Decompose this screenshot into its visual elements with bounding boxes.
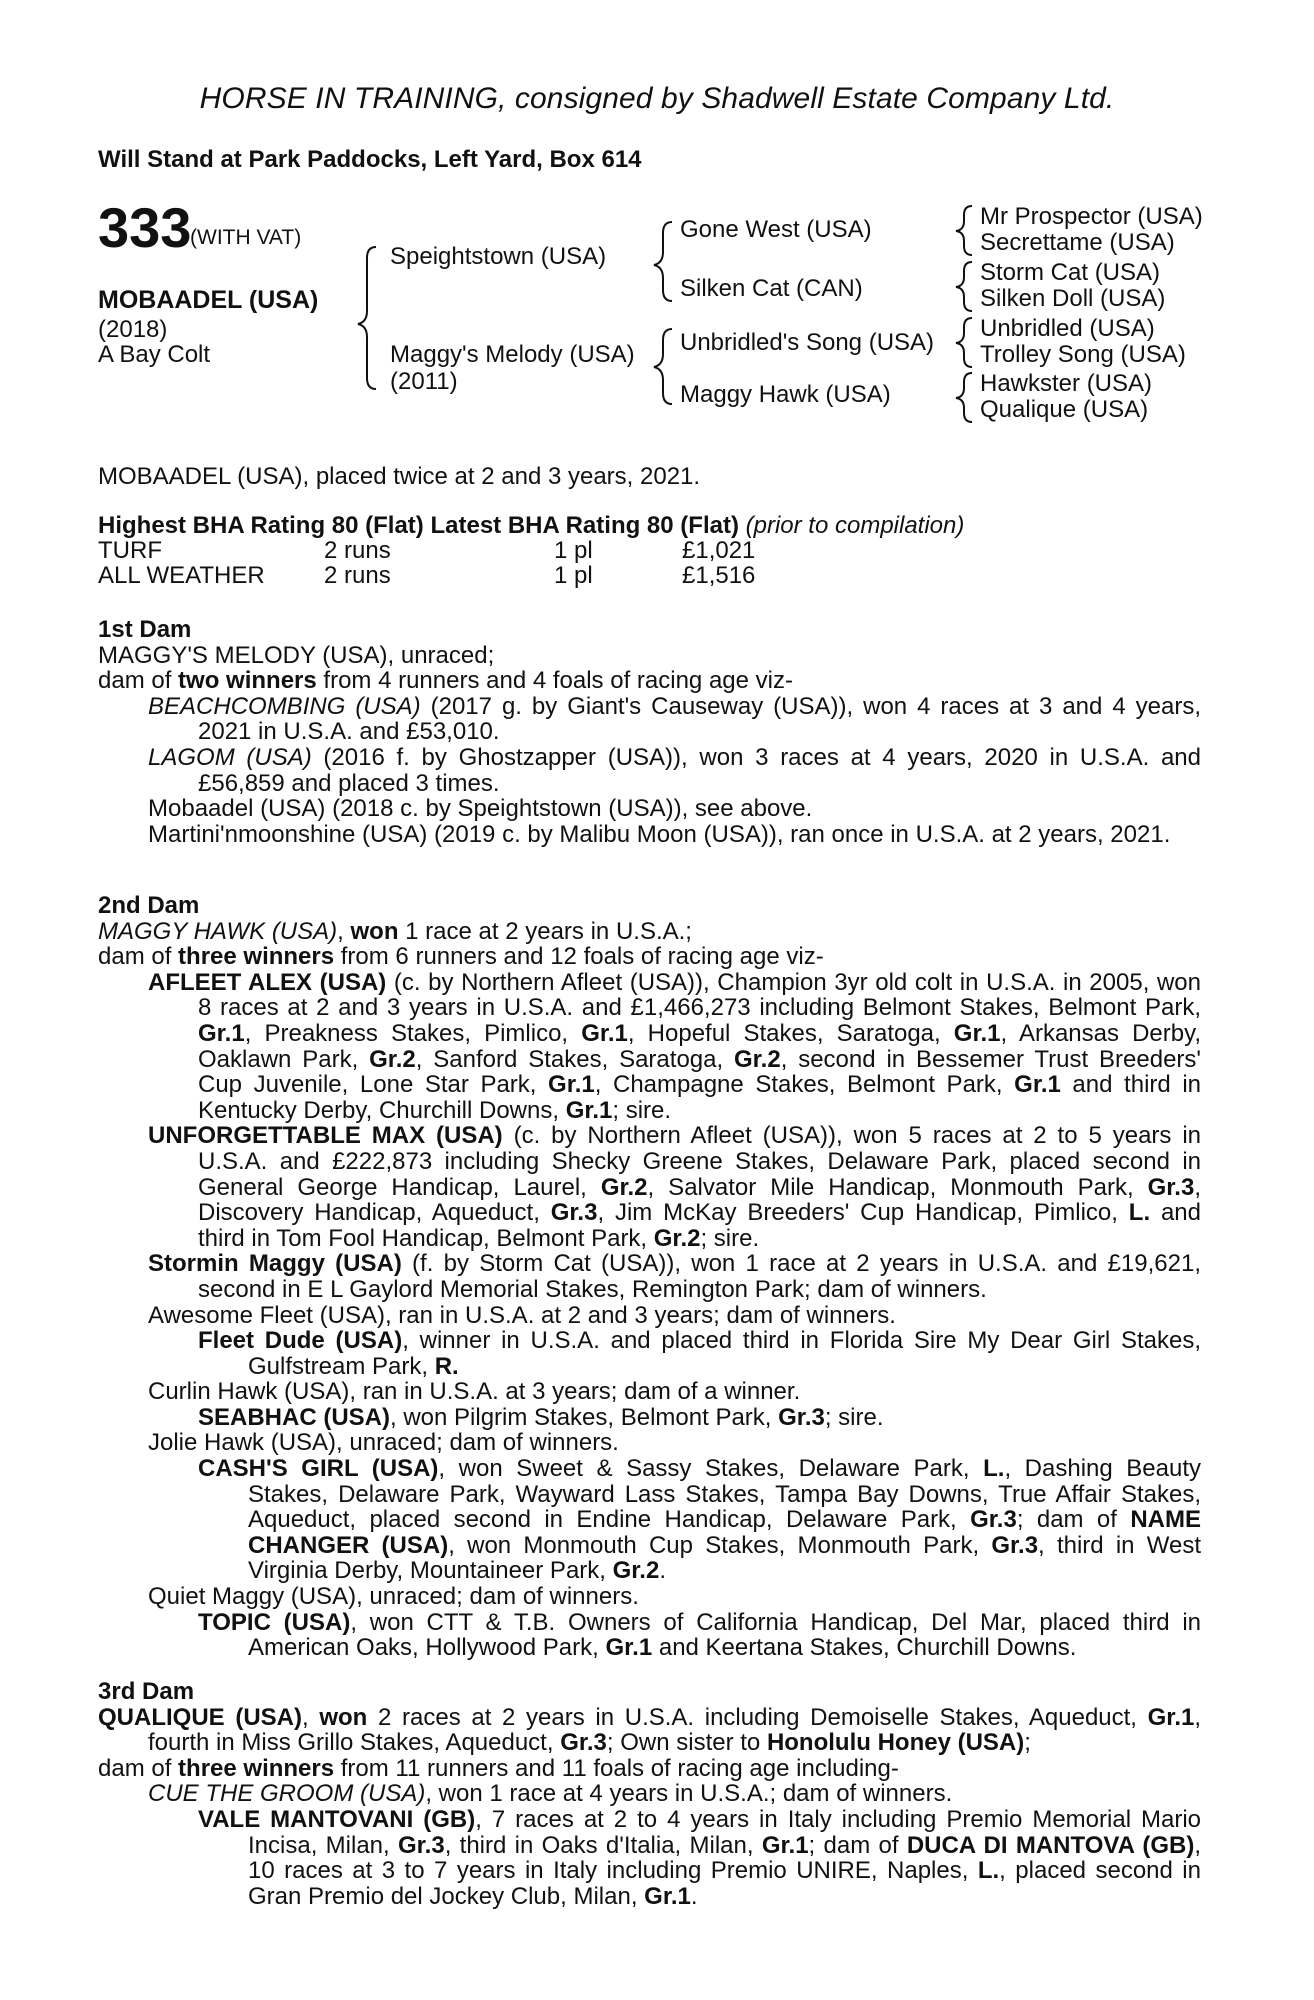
grand-progeny-entry: CASH'S GIRL (USA), won Sweet & Sassy Stakes, Delaware Park, L., Dashing Beauty Stakes, Delaware Park, Wayward Lass Stakes, Tampa Bay Downs, True Affair Stakes, Aqueduct, placed second in Endine Handicap, Delaware Park, Gr.3; dam of NAME CHANGER (USA), won Monmouth Cup Stakes, Monmouth Park, Gr.3, third in West Virginia Derby, Mountaineer Park, Gr.2. bbox=[198, 1455, 1202, 1585]
progeny-entry: Martini'nmoonshine (USA) (2019 c. by Malibu Moon (USA)), ran once in U.S.A. at 2 years, 2021. bbox=[148, 820, 1171, 848]
progeny-entry: UNFORGETTABLE MAX (USA) (c. by Northern Afleet (USA)), won 5 races at 2 to 5 years in U.S.A. and £222,873 including Shecky Greene Stakes, Delaware Park, placed second in General George Handicap, Laurel, Gr.2, Salvator Mile Handicap, Monmouth Park, Gr.3, Discovery Handicap, Aqueduct, Gr.3, Jim McKay Breeders' Cup Handicap, Pimlico, L. and third in Tom Fool Handicap, Belmont Park, Gr.2; sire. bbox=[148, 1122, 1201, 1252]
horse-name: MOBAADEL (USA) bbox=[98, 286, 319, 314]
gen3-4: Silken Doll (USA) bbox=[980, 285, 1166, 312]
stats-placed: 1 pl bbox=[554, 537, 593, 564]
rating-note: (prior to compilation) bbox=[745, 512, 965, 539]
progeny-entry: Mobaadel (USA) (2018 c. by Speightstown (USA)), see above. bbox=[148, 795, 813, 823]
gen3-3: Storm Cat (USA) bbox=[980, 259, 1161, 286]
progeny-entry: LAGOM (USA) (2016 f. by Ghostzapper (USA)), won 3 races at 4 years, 2020 in U.S.A. and £56,859 and placed 3 times. bbox=[148, 743, 1201, 797]
stats-money: £1,516 bbox=[682, 562, 756, 589]
dam-line: MAGGY HAWK (USA), won 1 race at 2 years in U.S.A.; bbox=[98, 917, 692, 945]
latest-rating: Latest BHA Rating 80 (Flat) bbox=[430, 512, 739, 539]
second-dam-section bbox=[98, 893, 1201, 1661]
dam-dam: Maggy Hawk (USA) bbox=[680, 381, 891, 408]
produce-line: dam of three winners from 11 runners and 11 foals of racing age including- bbox=[98, 1754, 899, 1782]
stand-location: Will Stand at Park Paddocks, Left Yard, Box 614 bbox=[98, 146, 642, 173]
section-heading: 1st Dam bbox=[98, 616, 192, 643]
lot-number: 333 bbox=[98, 196, 192, 259]
gen3-8: Qualique (USA) bbox=[980, 396, 1149, 423]
horse-year: (2018) bbox=[98, 316, 168, 343]
grand-progeny-entry: Fleet Dude (USA), winner in U.S.A. and placed third in Florida Sire My Dear Girl Stakes, Gulfstream Park, R. bbox=[198, 1327, 1201, 1380]
dam: Maggy's Melody (USA) bbox=[390, 341, 635, 368]
highest-rating: Highest BHA Rating 80 (Flat) bbox=[98, 512, 424, 539]
section-heading: 2nd Dam bbox=[98, 892, 200, 919]
stats-placed: 1 pl bbox=[554, 562, 593, 589]
dam-line: MAGGY'S MELODY (USA), unraced; bbox=[98, 641, 495, 669]
sire-sire: Gone West (USA) bbox=[680, 216, 872, 243]
progeny-entry: CUE THE GROOM (USA), won 1 race at 4 years in U.S.A.; dam of winners. bbox=[148, 1780, 953, 1808]
grand-progeny-entry: SEABHAC (USA), won Pilgrim Stakes, Belmont Park, Gr.3; sire. bbox=[198, 1403, 884, 1431]
gen3-6: Trolley Song (USA) bbox=[980, 341, 1186, 368]
gen3-7: Hawkster (USA) bbox=[980, 370, 1153, 397]
progeny-entry: BEACHCOMBING (USA) (2017 g. by Giant's Causeway (USA)), won 4 races at 3 and 4 years, 2021 in U.S.A. and £53,010. bbox=[148, 692, 1202, 746]
first-dam-section bbox=[98, 617, 1201, 847]
rating-line bbox=[98, 513, 964, 539]
stats-surface: ALL WEATHER bbox=[98, 562, 265, 589]
dam-sire: Unbridled's Song (USA) bbox=[680, 329, 935, 356]
progeny-entry: AFLEET ALEX (USA) (c. by Northern Afleet (USA)), Champion 3yr old colt in U.S.A. in 2005, won 8 races at 2 and 3 years in U.S.A. and £1,466,273 including Belmont Stakes, Belmont Park, Gr.1, Preakness Stakes, Pimlico, Gr.1, Hopeful Stakes, Saratoga, Gr.1, Arkansas Derby, Oaklawn Park, Gr.2, Sanford Stakes, Saratoga, Gr.2, second in Bessemer Trust Breeders' Cup Juvenile, Lone Star Park, Gr.1, Champagne Stakes, Belmont Park, Gr.1 and third in Kentucky Derby, Churchill Downs, Gr.1; sire. bbox=[148, 968, 1201, 1124]
race-summary: MOBAADEL (USA), placed twice at 2 and 3 years, 2021. bbox=[98, 463, 701, 490]
stats-runs: 2 runs bbox=[324, 562, 391, 589]
sire-dam: Silken Cat (CAN) bbox=[680, 275, 863, 302]
progeny-entry: Awesome Fleet (USA), ran in U.S.A. at 2 and 3 years; dam of winners. bbox=[148, 1301, 896, 1329]
vat-note: (WITH VAT) bbox=[190, 226, 302, 249]
progeny-entry: Curlin Hawk (USA), ran in U.S.A. at 3 years; dam of a winner. bbox=[148, 1378, 801, 1406]
grand-progeny-entry: VALE MANTOVANI (GB), 7 races at 2 to 4 years in Italy including Premio Memorial Mario Incisa, Milan, Gr.3, third in Oaks d'Italia, Milan, Gr.1; dam of DUCA DI MANTOVA (GB), 10 races at 3 to 7 years in Italy including Premio UNIRE, Naples, L., placed second in Gran Premio del Jockey Club, Milan, Gr.1. bbox=[198, 1805, 1202, 1910]
stats-surface: TURF bbox=[98, 537, 162, 564]
stats-runs: 2 runs bbox=[324, 537, 391, 564]
horse-description: A Bay Colt bbox=[98, 341, 211, 368]
gen3-1: Mr Prospector (USA) bbox=[980, 203, 1203, 230]
produce-line: dam of two winners from 4 runners and 4 foals of racing age viz- bbox=[98, 667, 793, 695]
stats-money: £1,021 bbox=[682, 537, 756, 564]
dam-year: (2011) bbox=[390, 368, 458, 395]
gen3-2: Secrettame (USA) bbox=[980, 229, 1175, 256]
grand-progeny-entry: TOPIC (USA), won CTT & T.B. Owners of California Handicap, Del Mar, placed third in American Oaks, Hollywood Park, Gr.1 and Keertana Stakes, Churchill Downs. bbox=[198, 1608, 1201, 1662]
page-header: HORSE IN TRAINING, consigned by Shadwell Estate Company Ltd. bbox=[199, 82, 1115, 115]
third-dam-section bbox=[98, 1679, 1201, 1909]
progeny-entry: Stormin Maggy (USA) (f. by Storm Cat (USA)), won 1 race at 2 years in U.S.A. and £19,621, second in E L Gaylord Memorial Stakes, Remington Park; dam of winners. bbox=[148, 1250, 1201, 1303]
sire: Speightstown (USA) bbox=[390, 243, 607, 270]
progeny-entry: Quiet Maggy (USA), unraced; dam of winners. bbox=[148, 1583, 639, 1611]
section-heading: 3rd Dam bbox=[98, 1678, 195, 1705]
produce-line: dam of three winners from 6 runners and 12 foals of racing age viz- bbox=[98, 943, 824, 971]
dam-line: QUALIQUE (USA), won 2 races at 2 years in U.S.A. including Demoiselle Stakes, Aqueduct, Gr.1, fourth in Miss Grillo Stakes, Aqueduct, Gr.3; Own sister to Honolulu Honey (USA); bbox=[98, 1703, 1202, 1757]
gen3-5: Unbridled (USA) bbox=[980, 315, 1155, 342]
progeny-entry: Jolie Hawk (USA), unraced; dam of winners. bbox=[148, 1429, 619, 1457]
